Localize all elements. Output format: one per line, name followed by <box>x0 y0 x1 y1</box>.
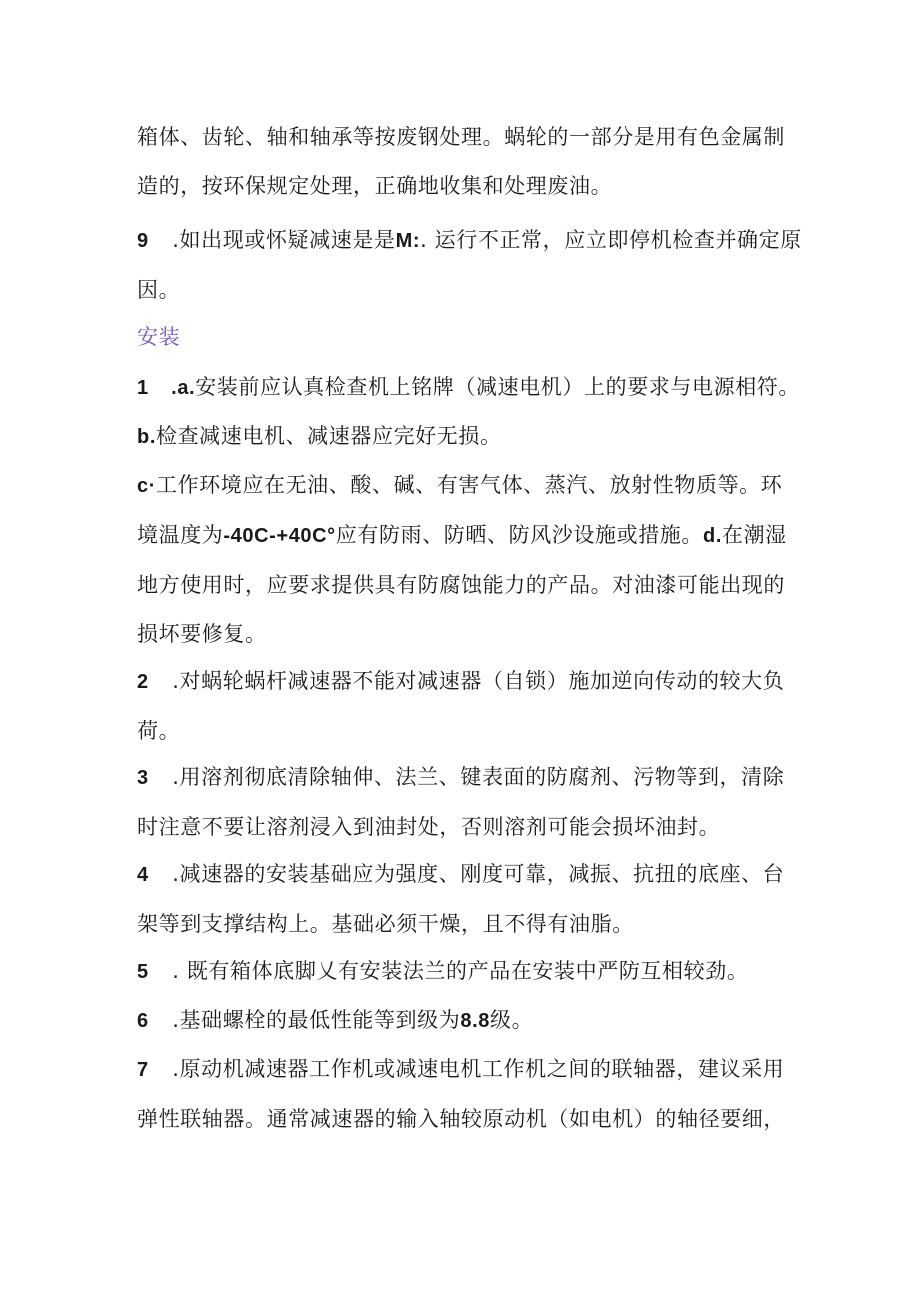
paragraph-line: 弹性联轴器。通常减速器的输入轴较原动机（如电机）的轴径要细， <box>137 1107 785 1131</box>
paragraph-bold-text: .a. <box>165 377 196 399</box>
paragraph-text: .原动机减速器工作机或减速电机工作机之间的联轴器，建议采用 <box>165 1057 785 1081</box>
paragraph-text: 应有防雨、防晒、防风沙设施或措施。 <box>335 523 703 547</box>
paragraph-item-7 <box>137 1045 785 1144</box>
paragraph-text: . 运行不正常，应立即停机检查并确定原 <box>420 228 802 252</box>
paragraph-text: .如出现或怀疑减速是是 <box>165 228 396 252</box>
item-number: 7 <box>137 1059 149 1081</box>
paragraph-line: 造的，按环保规定处理，正确地收集和处理废油。 <box>137 174 613 198</box>
item-number: 9 <box>137 230 149 252</box>
paragraph-line <box>137 461 782 511</box>
paragraph-text: 境温度为 <box>137 523 224 547</box>
paragraph-line <box>137 1045 785 1095</box>
paragraph-item-1 <box>137 363 801 413</box>
paragraph-line <box>137 753 785 803</box>
paragraph-item-2 <box>137 657 785 756</box>
paragraph-bold-text: -40C-+40C° <box>223 525 336 547</box>
item-number: 3 <box>137 767 149 789</box>
paragraph-line <box>137 412 782 462</box>
paragraph-line: 时注意不要让溶剂浸入到油封处，否则溶剂可能会损坏油封。 <box>137 815 721 839</box>
paragraph-line: 因。 <box>137 278 181 302</box>
paragraph-text: .对蜗轮蜗杆减速器不能对减速器（自锁）施加逆向传动的较大负 <box>165 669 785 693</box>
paragraph-line: 箱体、齿轮、轴和轴承等按废钢处理。蜗轮的一部分是用有色金属制 <box>137 125 785 149</box>
paragraph-text: 级。 <box>489 1008 534 1032</box>
paragraph-intro <box>137 113 785 211</box>
paragraph-line: 荷。 <box>137 719 181 743</box>
item-number: 2 <box>137 671 149 693</box>
item-number: 1 <box>137 377 149 399</box>
paragraph-bold-text: c· <box>137 475 156 497</box>
item-number: 4 <box>137 864 149 886</box>
paragraph-text: .基础螺栓的最低性能等到级为 <box>165 1008 461 1032</box>
paragraph-line <box>137 947 782 997</box>
paragraph-item-6 <box>137 996 782 1046</box>
paragraph-line: 地方使用时，应要求提供具有防腐蚀能力的产品。对油漆可能出现的 <box>137 573 785 597</box>
paragraph-line <box>137 216 802 266</box>
paragraph-item-4 <box>137 850 785 949</box>
paragraph-bold-text: M: <box>395 230 421 252</box>
paragraph-line <box>137 996 782 1046</box>
paragraph-line: 损坏要修复。 <box>137 622 267 646</box>
paragraph-line <box>137 850 785 900</box>
paragraph-line <box>137 363 801 413</box>
paragraph-line <box>137 657 785 707</box>
paragraph-item-5 <box>137 947 782 997</box>
paragraph-text: 检查减速电机、减速器应完好无损。 <box>155 424 502 448</box>
paragraph-text: . 既有箱体底脚乂有安装法兰的产品在安装中严防互相较劲。 <box>165 959 749 983</box>
item-number: 5 <box>137 961 149 983</box>
paragraph-text: 安装前应认真检查机上铭牌（减速电机）上的要求与电源相符。 <box>195 375 801 399</box>
paragraph-text: .减速器的安装基础应为强度、刚度可靠，减振、抗扭的底座、台 <box>165 862 785 886</box>
paragraph-line: 架等到支撑结构上。基础必须干燥，且不得有油脂。 <box>137 912 634 936</box>
paragraph-bold-text: d. <box>703 525 722 547</box>
paragraph-item-3 <box>137 753 785 852</box>
paragraph-item-1b <box>137 412 782 462</box>
paragraph-item-9 <box>137 216 802 315</box>
paragraph-text: .用溶剂彻底清除轴伸、法兰、键表面的防腐剂、污物等到，清除 <box>165 765 785 789</box>
section-heading-install: 安装 <box>137 325 181 349</box>
paragraph-text: 工作环境应在无油、酸、碱、有害气体、蒸汽、放射性物质等。环 <box>155 473 783 497</box>
paragraph-bold-text: 8.8 <box>460 1010 490 1032</box>
paragraph-item-1c <box>137 461 787 659</box>
paragraph-line <box>137 511 787 561</box>
paragraph-bold-text: b. <box>137 426 156 448</box>
item-number: 6 <box>137 1010 149 1032</box>
paragraph-text: 在潮湿 <box>721 523 787 547</box>
